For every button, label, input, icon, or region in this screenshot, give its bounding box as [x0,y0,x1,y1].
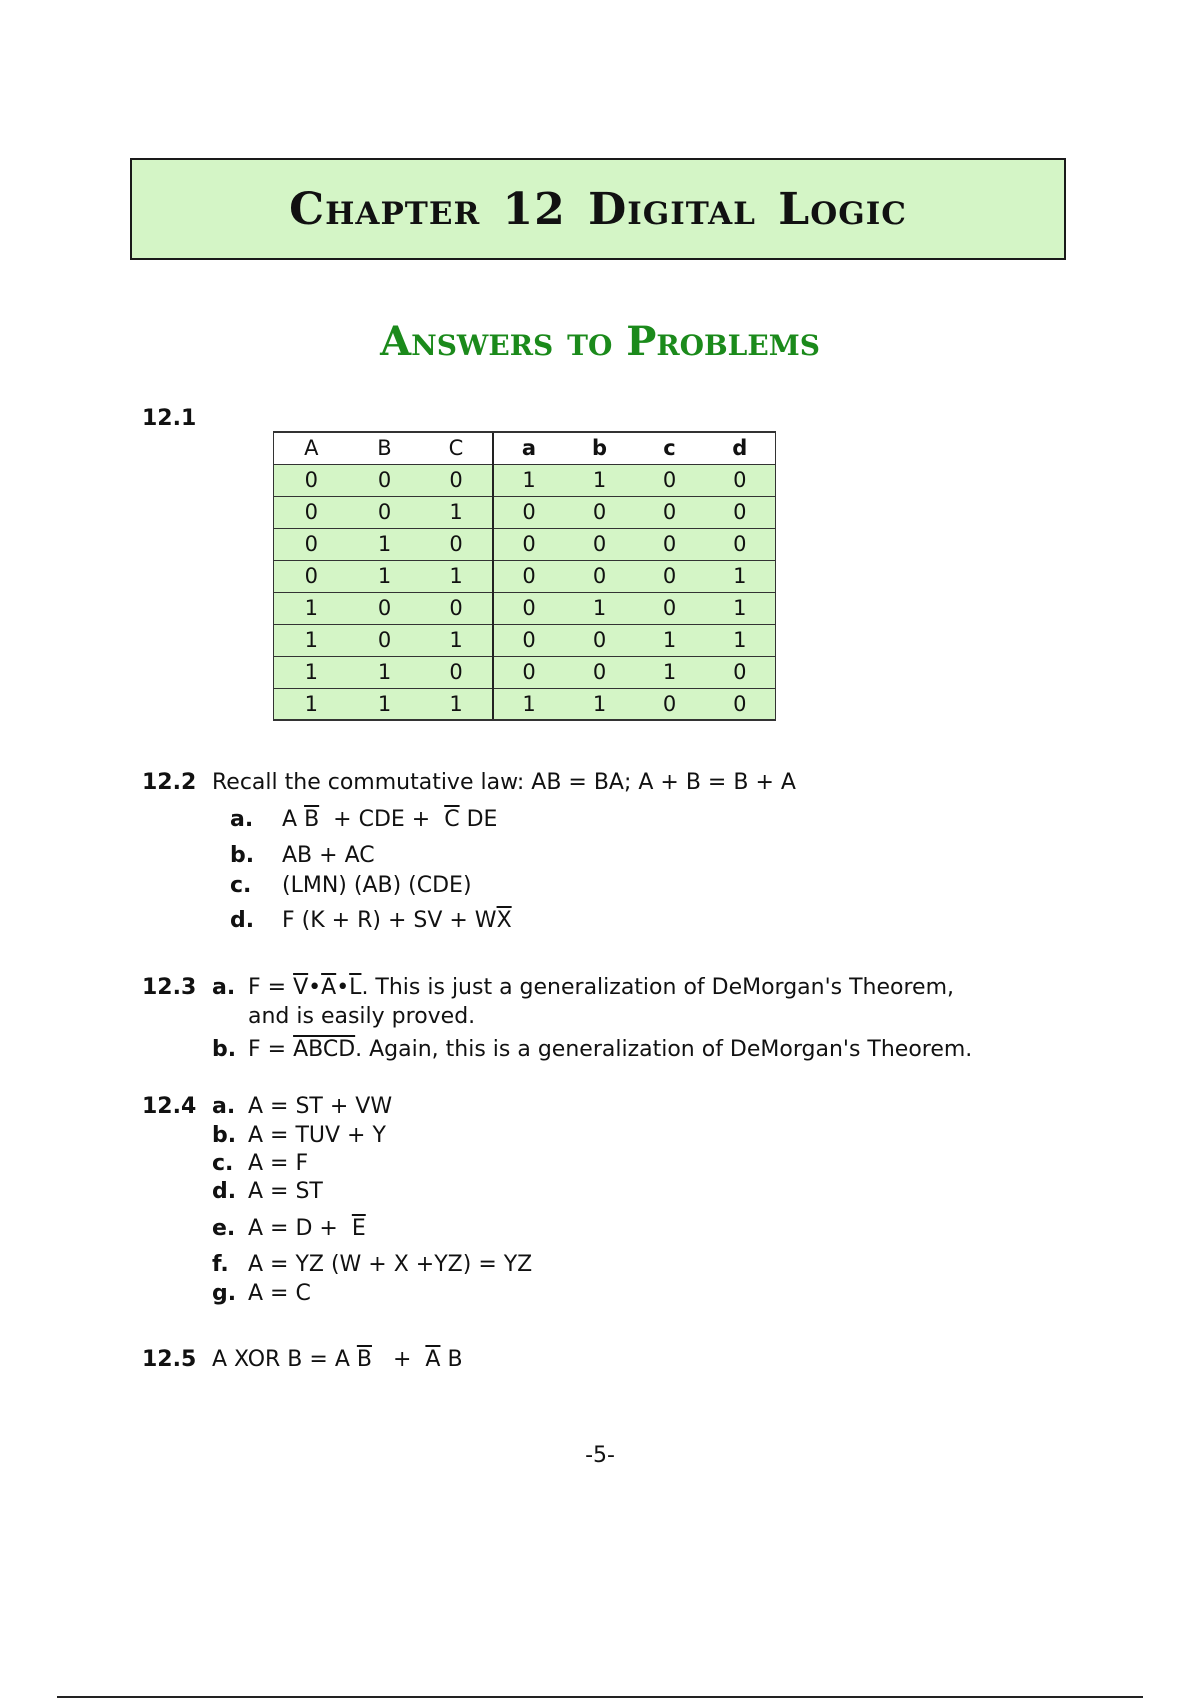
table-cell: 0 [274,560,349,592]
problem-12-3a-label: a. [212,975,236,1000]
table-cell: 0 [635,592,705,624]
e-complement: $\overline{E}$ [351,1216,366,1241]
problem-12-2b [230,843,375,868]
table-cell: 0 [421,528,493,560]
table-cell: 1 [274,656,349,688]
table-cell: 0 [565,528,635,560]
table-cell: 1 [421,688,493,720]
table-row [274,560,776,592]
footer-rule [57,1696,1143,1698]
table-cell: 1 [349,688,421,720]
table-cell: 0 [493,624,565,656]
header-a: a [493,432,565,464]
problem-12-3b-label: b. [212,1037,237,1062]
table-cell: 0 [565,496,635,528]
table-cell: 1 [274,688,349,720]
table-cell: 1 [635,656,705,688]
problem-12-2-number: 12.2 [142,770,197,795]
table-cell: 1 [349,528,421,560]
table-cell: 1 [349,560,421,592]
problem-12-4f: f. A = YZ (W + X +YZ) = YZ [212,1252,533,1277]
table-cell: 1 [565,688,635,720]
table-cell: 0 [705,528,776,560]
table-cell: 0 [705,656,776,688]
table-cell: 0 [421,592,493,624]
problem-12-2b-text: AB + AC [282,843,375,868]
table-cell: 0 [705,464,776,496]
table-cell: 0 [565,624,635,656]
table-cell: 1 [493,464,565,496]
table-cell: 0 [421,656,493,688]
header-B: B [349,432,421,464]
table-cell: 0 [493,656,565,688]
table-cell: 0 [349,464,421,496]
table-cell: 1 [705,560,776,592]
problem-12-2c-label: c. [230,873,252,898]
x-complement: $\overline{X}$ [496,908,512,933]
table-cell: 1 [421,624,493,656]
table-cell: 1 [565,592,635,624]
header-b: b [565,432,635,464]
problem-12-2d-label: d. [230,908,255,933]
table-cell: 0 [493,496,565,528]
problem-12-1-number: 12.1 [142,406,197,431]
problem-12-4d: d. A = ST [212,1179,323,1204]
problem-12-4-number: 12.4 [142,1094,197,1119]
table-cell: 0 [274,464,349,496]
table-cell: 0 [565,560,635,592]
header-d: d [705,432,776,464]
table-cell: 0 [635,688,705,720]
table-row [274,528,776,560]
problem-12-4g: g. A = C [212,1281,311,1306]
table-cell: 0 [635,528,705,560]
table-cell: 0 [635,560,705,592]
table-row [274,624,776,656]
table-cell: 0 [705,496,776,528]
problem-12-5-number: 12.5 [142,1347,197,1372]
problem-12-4a: 12.4 a. A = ST + VW [142,1094,393,1119]
truth-table-header [274,432,776,464]
table-cell: 0 [421,464,493,496]
header-C: C [421,432,493,464]
problem-12-2-intro: Recall the commutative law: AB = BA; A + B = B + A [212,770,796,795]
table-cell: 1 [493,688,565,720]
problem-12-4b: b. A = TUV + Y [212,1123,386,1148]
table-row [274,688,776,720]
table-row [274,592,776,624]
table-cell: 0 [349,592,421,624]
table-cell: 0 [274,528,349,560]
problem-12-3b: b. F = ABCD. Again, this is a generalization of DeMorgan's Theorem. [212,1037,973,1062]
table-cell: 1 [349,656,421,688]
problem-12-5: 12.5 A XOR B = A $\overline{B} + \overline{A}$ B [142,1347,463,1372]
problem-12-3-number: 12.3 [142,975,197,1000]
table-cell: 1 [421,560,493,592]
c-complement: $\overline{C}$ [444,807,460,832]
problem-12-2a-label: a. [230,807,254,832]
table-cell: 0 [635,464,705,496]
table-cell: 1 [705,592,776,624]
table-cell: 0 [493,528,565,560]
header-c: c [635,432,705,464]
header-A: A [274,432,349,464]
problem-12-3a-continuation: and is easily proved. [248,1004,476,1029]
table-cell: 0 [705,688,776,720]
table-row [274,656,776,688]
table-cell: 0 [349,496,421,528]
section-title: Answers to Problems [380,318,820,365]
problem-12-4e: e. $A = D + \overline{E}$ [212,1216,366,1241]
table-cell: 1 [565,464,635,496]
table-cell: 0 [493,560,565,592]
table-cell: 0 [635,496,705,528]
table-cell: 1 [421,496,493,528]
chapter-header-box [130,158,1066,260]
truth-table [273,431,776,721]
table-cell: 0 [349,624,421,656]
table-cell: 1 [274,592,349,624]
problem-12-4c: c. A = F [212,1151,309,1176]
problem-12-2a: a. A $\overline{B}$ + CDE + $\overline{C}$ DE [230,807,498,832]
problem-12-2c [230,873,472,898]
problem-12-2c-text: (LMN) (AB) (CDE) [282,873,472,898]
table-row [274,464,776,496]
table-row [274,496,776,528]
problem-12-2b-label: b. [230,843,255,868]
table-cell: 1 [635,624,705,656]
problem-12-2-intro-line [142,770,796,795]
problem-12-3a: 12.3 a. $F = \overline{V}•\overline{A}•\overline{L}$. This is just a generalization of DeMorgan's Theorem, [142,975,955,1000]
page-number: -5- [585,1443,615,1468]
table-cell: 0 [565,656,635,688]
table-cell: 0 [493,592,565,624]
problem-12-2d: d. F (K + R) + SV + $W\overline{X}$ [230,908,512,933]
table-cell: 1 [705,624,776,656]
b-complement: $\overline{B}$ [304,807,320,832]
table-cell: 1 [274,624,349,656]
table-cell: 0 [274,496,349,528]
chapter-title: Chapter 12 Digital Logic [289,183,907,235]
